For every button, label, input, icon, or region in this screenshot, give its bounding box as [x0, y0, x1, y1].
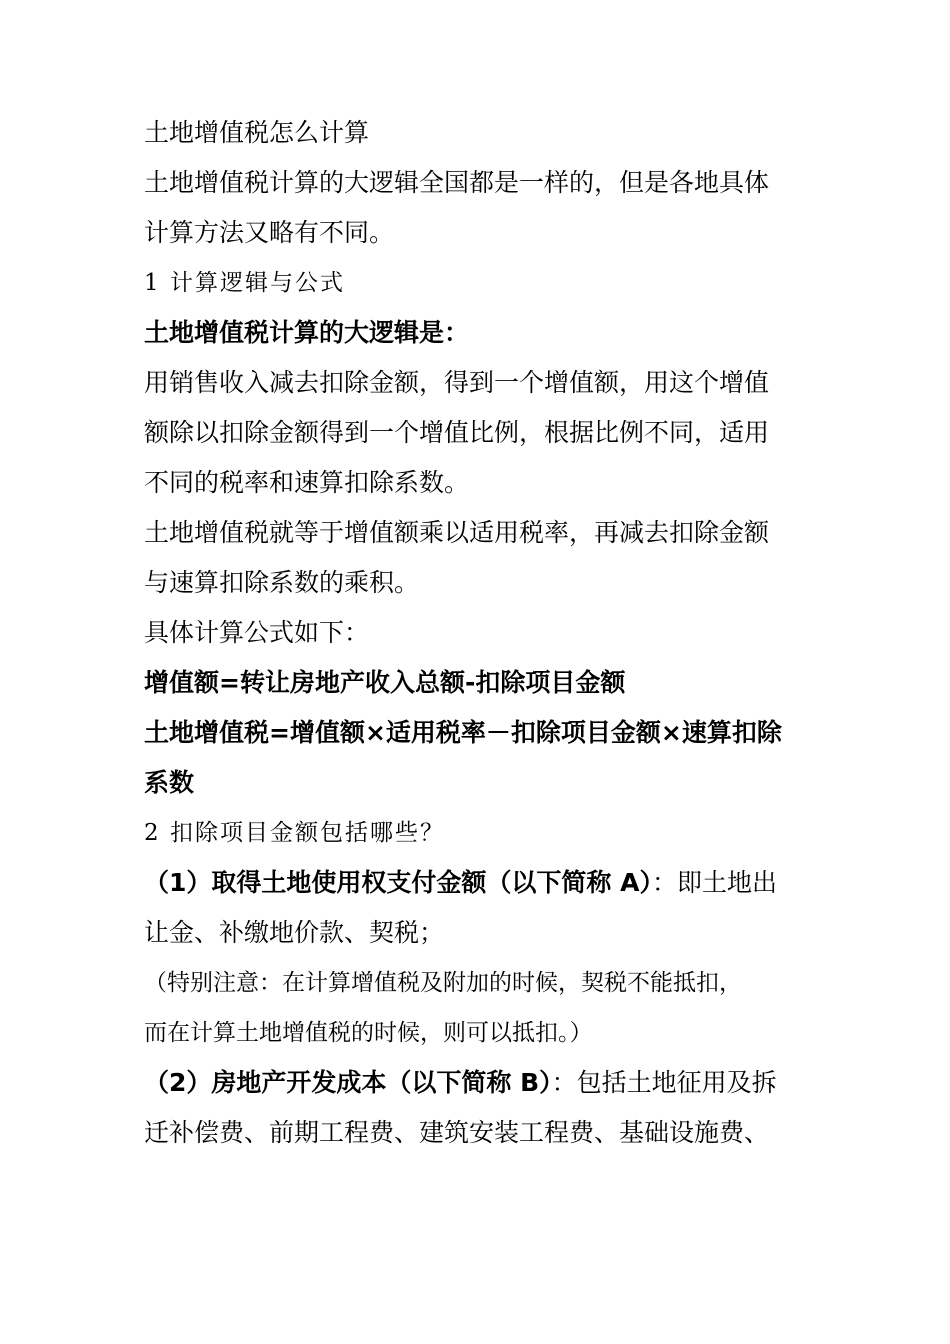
logic-line-3: 不同的税率和速算扣除系数。 [144, 468, 470, 497]
intro-line-1: 土地增值税计算的大逻辑全国都是一样的，但是各地具体 [144, 168, 770, 197]
formula-2-line-2: 系数 [144, 768, 195, 797]
intro-line-2: 计算方法又略有不同。 [144, 218, 395, 247]
item-2-line-1 [144, 1058, 812, 1108]
item-1-line-2: 让金、补缴地价款、契税； [144, 918, 445, 947]
formula-2-line-1: 土地增值税=增值额×适用税率－扣除项目金额×速算扣除 [144, 718, 782, 747]
document-body [144, 108, 812, 1158]
item-1-line-1 [144, 858, 812, 908]
logic-line-2: 额除以扣除金额得到一个增值比例，根据比例不同，适用 [144, 418, 770, 447]
section-2-heading: 2 扣除项目金额包括哪些？ [144, 820, 445, 846]
note-line-2: 而在计算土地增值税的时候，则可以抵扣。） [144, 1020, 593, 1046]
item-2-tail: ：包括土地征用及拆 [551, 1068, 777, 1097]
section-1-heading: 1 计算逻辑与公式 [144, 270, 345, 296]
logic-heading: 土地增值税计算的大逻辑是： [144, 318, 470, 347]
logic-line-1: 用销售收入减去扣除金额，得到一个增值额，用这个增值 [144, 368, 770, 397]
document-title: 土地增值税怎么计算 [144, 118, 370, 147]
item-2-line-2: 迁补偿费、前期工程费、建筑安装工程费、基础设施费、 [144, 1118, 770, 1147]
formula-intro: 具体计算公式如下： [144, 618, 370, 647]
tax-line-1: 土地增值税就等于增值额乘以适用税率，再减去扣除金额 [144, 518, 770, 547]
item-1-tail: ：即土地出 [651, 868, 777, 897]
tax-line-2: 与速算扣除系数的乘积。 [144, 568, 420, 597]
item-1-head: （1）取得土地使用权支付金额（以下简称 A） [144, 868, 652, 897]
item-2-head: （2）房地产开发成本（以下简称 B） [144, 1068, 552, 1097]
formula-1: 增值额=转让房地产收入总额-扣除项目金额 [144, 668, 626, 697]
note-line-1: （特别注意：在计算增值税及附加的时候，契税不能抵扣， [144, 970, 742, 996]
